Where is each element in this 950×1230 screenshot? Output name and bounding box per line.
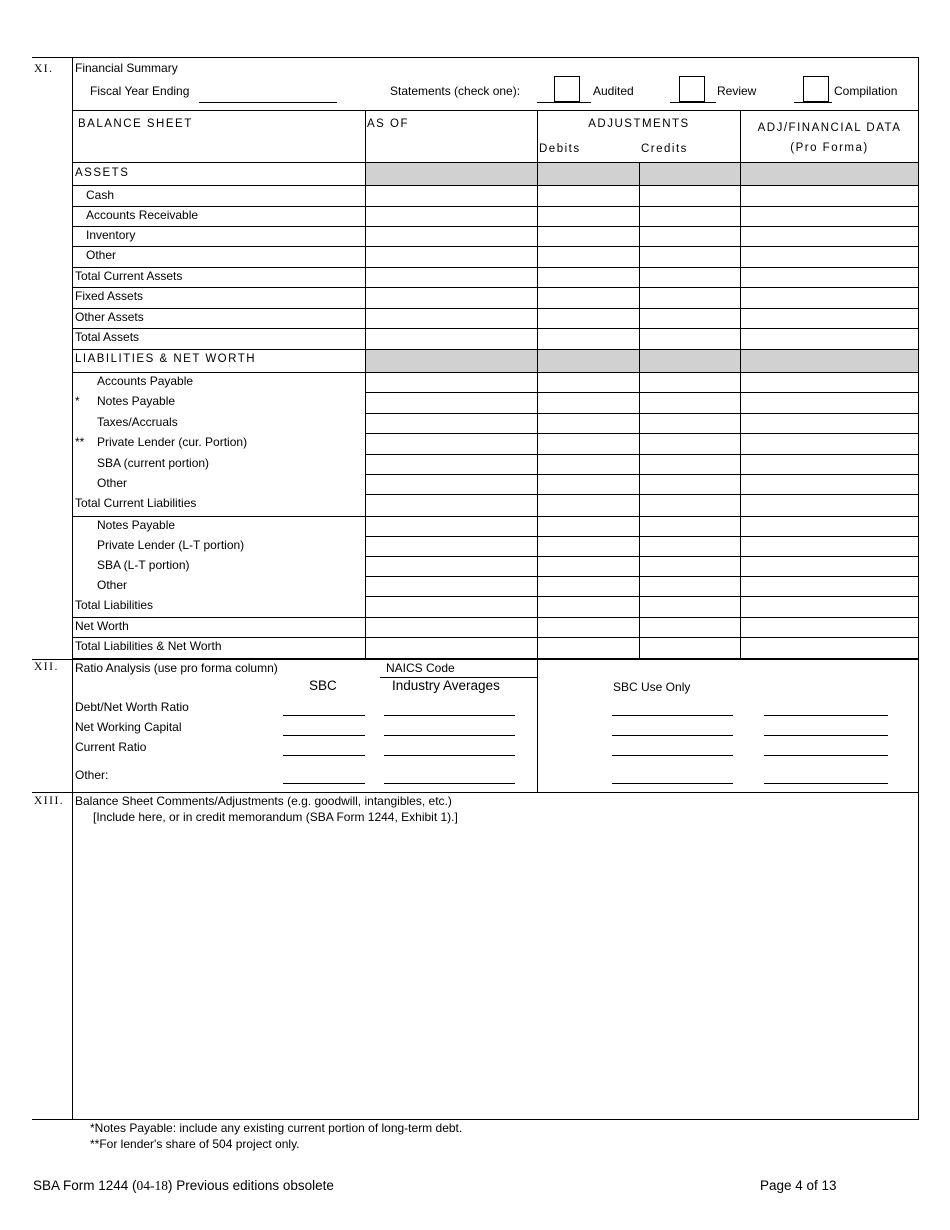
table-cell-input[interactable] bbox=[641, 288, 739, 308]
audited-underline bbox=[537, 102, 591, 103]
section-xiii-number: XIII. bbox=[34, 795, 65, 807]
naics-label: NAICS Code bbox=[386, 661, 455, 675]
table-row-label: Private Lender (L-T portion) bbox=[97, 538, 245, 552]
table-row-label: SBA (current portion) bbox=[97, 456, 210, 470]
table-cell-input[interactable] bbox=[539, 247, 638, 267]
table-cell-input[interactable] bbox=[742, 618, 917, 637]
table-cell-input[interactable] bbox=[641, 187, 739, 206]
industry-ratio-input[interactable] bbox=[384, 715, 515, 716]
table-cell-input[interactable] bbox=[368, 207, 536, 226]
section-xiii-title: Balance Sheet Comments/Adjustments (e.g. goodwill, intangibles, etc.) bbox=[75, 794, 452, 808]
industry-ratio-input[interactable] bbox=[384, 735, 515, 736]
statements-label: Statements (check one): bbox=[390, 84, 521, 98]
row-footnote-mark: ** bbox=[75, 435, 85, 449]
sbc-ratio-input[interactable] bbox=[283, 783, 365, 784]
table-row-label: Total Current Assets bbox=[75, 269, 183, 283]
row-rule bbox=[72, 658, 919, 659]
table-cell-input[interactable] bbox=[641, 373, 739, 392]
sbc-use-input-b[interactable] bbox=[764, 755, 888, 756]
table-cell-input[interactable] bbox=[368, 638, 536, 658]
table-cell-input[interactable] bbox=[641, 414, 739, 433]
sbc-use-input-b[interactable] bbox=[764, 735, 888, 736]
table-row-label: Net Worth bbox=[75, 619, 129, 633]
xii-bottom-rule bbox=[32, 792, 919, 793]
audited-checkbox[interactable] bbox=[554, 76, 580, 102]
ratio-label: Current Ratio bbox=[75, 740, 147, 754]
table-row-label: Notes Payable bbox=[97, 518, 176, 532]
table-cell-input[interactable] bbox=[539, 309, 638, 328]
assets-row-rule bbox=[72, 185, 919, 186]
table-cell-input[interactable] bbox=[641, 268, 739, 287]
as-of-heading: AS OF bbox=[367, 118, 410, 130]
label-column-border bbox=[72, 57, 73, 1120]
right-border bbox=[918, 57, 919, 1120]
review-underline bbox=[670, 102, 716, 103]
section-xii-title: Ratio Analysis (use pro forma column) bbox=[75, 661, 278, 675]
table-cell-input[interactable] bbox=[368, 393, 536, 413]
xii-divider bbox=[537, 659, 538, 793]
table-cell-input[interactable] bbox=[742, 455, 917, 474]
table-cell-input[interactable] bbox=[368, 455, 536, 474]
adjustments-heading: ADJUSTMENTS bbox=[588, 118, 690, 130]
table-cell-input[interactable] bbox=[368, 597, 536, 617]
table-cell-input[interactable] bbox=[539, 393, 638, 413]
sbc-heading: SBC bbox=[309, 678, 337, 693]
compilation-underline bbox=[794, 102, 832, 103]
table-cell-input[interactable] bbox=[368, 618, 536, 637]
sbc-use-input-b[interactable] bbox=[764, 783, 888, 784]
table-cell-input[interactable] bbox=[368, 537, 536, 556]
table-cell-input[interactable] bbox=[539, 455, 638, 474]
industry-heading: Industry Averages bbox=[392, 678, 500, 693]
table-cell-input[interactable] bbox=[539, 414, 638, 433]
section-xii-number: XII. bbox=[34, 661, 59, 673]
table-cell-input[interactable] bbox=[368, 557, 536, 576]
table-cell-input[interactable] bbox=[742, 434, 917, 454]
bottom-border bbox=[32, 1119, 919, 1120]
table-cell-input[interactable] bbox=[742, 414, 917, 433]
sbc-use-only-heading: SBC Use Only bbox=[613, 680, 691, 694]
review-checkbox[interactable] bbox=[679, 76, 705, 102]
sbc-ratio-input[interactable] bbox=[283, 735, 365, 736]
table-cell-input[interactable] bbox=[539, 268, 638, 287]
form-date: 04-18 bbox=[136, 1178, 169, 1193]
section-xi-number: XI. bbox=[34, 63, 54, 75]
table-cell-input[interactable] bbox=[539, 537, 638, 556]
footnote-notes-payable: *Notes Payable: include any existing current portion of long-term debt. bbox=[90, 1121, 463, 1135]
ratio-label: Debt/Net Worth Ratio bbox=[75, 700, 189, 714]
fiscal-year-input[interactable] bbox=[199, 102, 337, 103]
table-row-label: Total Liabilities bbox=[75, 598, 154, 612]
table-row-label: Other bbox=[86, 248, 117, 262]
table-cell-input[interactable] bbox=[742, 207, 917, 226]
table-row-label: Private Lender (cur. Portion) bbox=[97, 435, 248, 449]
table-cell-input[interactable] bbox=[641, 618, 739, 637]
table-cell-input[interactable] bbox=[742, 517, 917, 536]
table-row-label: Taxes/Accruals bbox=[97, 415, 178, 429]
table-cell-input[interactable] bbox=[742, 227, 917, 246]
table-cell-input[interactable] bbox=[641, 517, 739, 536]
table-cell-input[interactable] bbox=[368, 247, 536, 267]
header-top-rule bbox=[72, 110, 919, 111]
table-row-label: Inventory bbox=[86, 228, 136, 242]
table-cell-input[interactable] bbox=[539, 288, 638, 308]
sbc-use-input-a[interactable] bbox=[612, 755, 733, 756]
table-cell-input[interactable] bbox=[539, 329, 638, 349]
table-cell-input[interactable] bbox=[368, 187, 536, 206]
credits-heading: Credits bbox=[641, 143, 688, 155]
debits-heading: Debits bbox=[539, 143, 581, 155]
table-cell-input[interactable] bbox=[742, 187, 917, 206]
table-cell-input[interactable] bbox=[641, 495, 739, 516]
compilation-checkbox[interactable] bbox=[803, 76, 829, 102]
header-bottom-rule bbox=[72, 162, 919, 163]
assets-shading bbox=[366, 163, 918, 185]
table-cell-input[interactable] bbox=[368, 329, 536, 349]
table-cell-input[interactable] bbox=[368, 475, 536, 494]
audited-label: Audited bbox=[593, 84, 634, 98]
ratio-label: Net Working Capital bbox=[75, 720, 182, 734]
table-row-label: Total Assets bbox=[75, 330, 140, 344]
section-xiii-subtitle: [Include here, or in credit memorandum (SBA Form 1244, Exhibit 1).] bbox=[93, 810, 458, 824]
table-cell-input[interactable] bbox=[742, 475, 917, 494]
form-id bbox=[33, 1178, 334, 1194]
row-footnote-mark: * bbox=[75, 394, 80, 408]
table-cell-input[interactable] bbox=[539, 475, 638, 494]
table-cell-input[interactable] bbox=[539, 434, 638, 454]
table-cell-input[interactable] bbox=[641, 309, 739, 328]
table-cell-input[interactable] bbox=[742, 597, 917, 617]
footnote-private-lender: **For lender's share of 504 project only. bbox=[90, 1137, 300, 1151]
table-row-label: Total Liabilities & Net Worth bbox=[75, 639, 222, 653]
xi-end-rule bbox=[32, 659, 72, 660]
table-row-label: Fixed Assets bbox=[75, 289, 144, 303]
liabilities-shading bbox=[366, 350, 918, 372]
table-cell-input[interactable] bbox=[742, 288, 917, 308]
page-number: Page 4 of 13 bbox=[760, 1178, 837, 1193]
table-cell-input[interactable] bbox=[368, 517, 536, 536]
table-bottom-rule bbox=[72, 659, 919, 660]
table-cell-input[interactable] bbox=[742, 537, 917, 556]
table-cell-input[interactable] bbox=[539, 618, 638, 637]
comments-textarea[interactable] bbox=[75, 830, 915, 1116]
sbc-ratio-input[interactable] bbox=[283, 755, 365, 756]
table-cell-input[interactable] bbox=[641, 577, 739, 596]
table-cell-input[interactable] bbox=[742, 329, 917, 349]
industry-ratio-input[interactable] bbox=[384, 755, 515, 756]
table-cell-input[interactable] bbox=[539, 577, 638, 596]
pro-forma-heading: (Pro Forma) bbox=[790, 142, 869, 154]
table-cell-input[interactable] bbox=[641, 207, 739, 226]
assets-heading: ASSETS bbox=[75, 167, 130, 179]
table-cell-input[interactable] bbox=[368, 434, 536, 454]
table-row-label: Total Current Liabilities bbox=[75, 496, 197, 510]
table-row-label: Other Assets bbox=[75, 310, 144, 324]
table-cell-input[interactable] bbox=[539, 638, 638, 658]
sbc-use-input-b[interactable] bbox=[764, 715, 888, 716]
table-row-label: SBA (L-T portion) bbox=[97, 558, 190, 572]
table-row-label: Other bbox=[97, 476, 128, 490]
form-prefix: SBA Form 1244 ( bbox=[33, 1178, 137, 1193]
table-cell-input[interactable] bbox=[539, 207, 638, 226]
table-cell-input[interactable] bbox=[641, 537, 739, 556]
liabilities-heading: LIABILITIES & NET WORTH bbox=[75, 353, 257, 365]
table-cell-input[interactable] bbox=[368, 577, 536, 596]
sbc-use-input-a[interactable] bbox=[612, 735, 733, 736]
table-cell-input[interactable] bbox=[539, 373, 638, 392]
compilation-label: Compilation bbox=[834, 84, 898, 98]
industry-ratio-input[interactable] bbox=[384, 783, 515, 784]
sbc-use-input-a[interactable] bbox=[612, 783, 733, 784]
table-row-label: Accounts Receivable bbox=[86, 208, 199, 222]
table-cell-input[interactable] bbox=[742, 557, 917, 576]
table-cell-input[interactable] bbox=[368, 268, 536, 287]
review-label: Review bbox=[717, 84, 757, 98]
table-cell-input[interactable] bbox=[742, 638, 917, 658]
ratio-label: Other: bbox=[75, 768, 109, 782]
table-cell-input[interactable] bbox=[368, 373, 536, 392]
table-cell-input[interactable] bbox=[641, 329, 739, 349]
top-border bbox=[32, 57, 919, 58]
table-row-label: Cash bbox=[86, 188, 115, 202]
table-row-label: Accounts Payable bbox=[97, 374, 194, 388]
table-cell-input[interactable] bbox=[742, 577, 917, 596]
table-cell-input[interactable] bbox=[539, 187, 638, 206]
table-cell-input[interactable] bbox=[641, 227, 739, 246]
table-cell-input[interactable] bbox=[742, 373, 917, 392]
form-suffix: ) Previous editions obsolete bbox=[168, 1178, 334, 1193]
table-cell-input[interactable] bbox=[742, 309, 917, 328]
table-row-label: Other bbox=[97, 578, 128, 592]
balance-sheet-heading: BALANCE SHEET bbox=[78, 118, 193, 130]
section-xi-title: Financial Summary bbox=[75, 61, 178, 75]
row-rule bbox=[72, 349, 919, 350]
table-cell-input[interactable] bbox=[641, 393, 739, 413]
table-cell-input[interactable] bbox=[641, 455, 739, 474]
col-line-credits bbox=[639, 163, 640, 659]
table-cell-input[interactable] bbox=[641, 247, 739, 267]
table-cell-input[interactable] bbox=[368, 309, 536, 328]
table-cell-input[interactable] bbox=[539, 597, 638, 617]
adj-financial-heading: ADJ/FINANCIAL DATA bbox=[757, 122, 902, 134]
table-cell-input[interactable] bbox=[641, 597, 739, 617]
table-cell-input[interactable] bbox=[539, 557, 638, 576]
table-cell-input[interactable] bbox=[539, 517, 638, 536]
fiscal-year-label: Fiscal Year Ending bbox=[90, 84, 190, 98]
table-cell-input[interactable] bbox=[539, 495, 638, 516]
table-cell-input[interactable] bbox=[641, 638, 739, 658]
table-cell-input[interactable] bbox=[742, 247, 917, 267]
table-cell-input[interactable] bbox=[539, 227, 638, 246]
table-cell-input[interactable] bbox=[742, 268, 917, 287]
table-cell-input[interactable] bbox=[641, 434, 739, 454]
table-cell-input[interactable] bbox=[368, 288, 536, 308]
table-cell-input[interactable] bbox=[368, 495, 536, 516]
table-cell-input[interactable] bbox=[368, 414, 536, 433]
sbc-ratio-input[interactable] bbox=[283, 715, 365, 716]
table-cell-input[interactable] bbox=[368, 227, 536, 246]
sbc-use-input-a[interactable] bbox=[612, 715, 733, 716]
table-cell-input[interactable] bbox=[641, 475, 739, 494]
table-cell-input[interactable] bbox=[742, 393, 917, 413]
table-row-label: Notes Payable bbox=[97, 394, 176, 408]
table-cell-input[interactable] bbox=[641, 557, 739, 576]
table-cell-input[interactable] bbox=[742, 495, 917, 516]
